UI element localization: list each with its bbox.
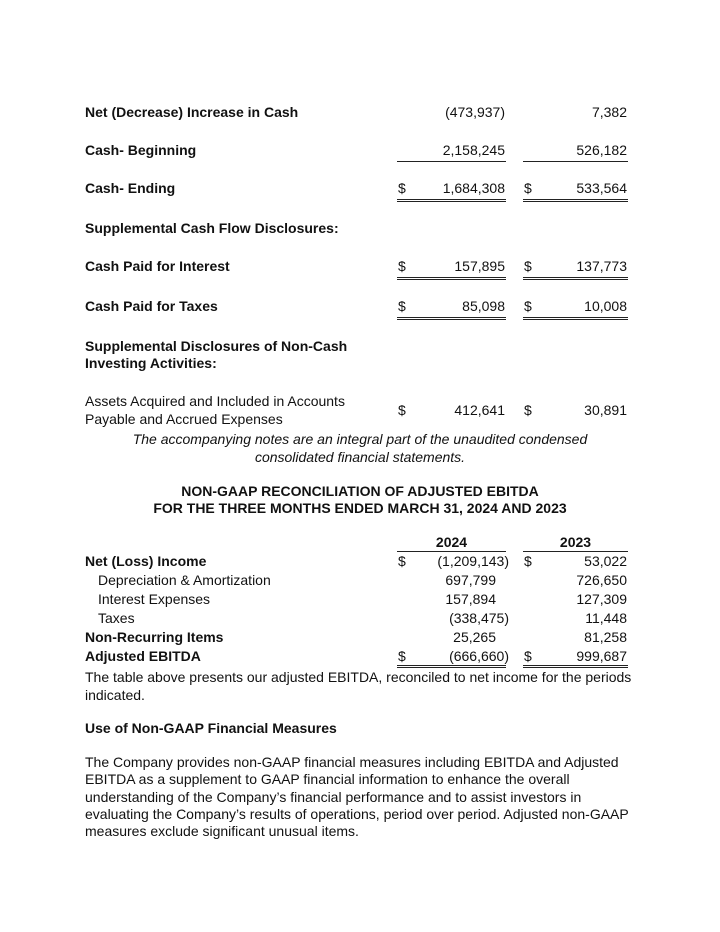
- ebitda-2023: 999,687: [576, 648, 627, 664]
- underline: [397, 161, 506, 162]
- taxes-paid-label: Cash Paid for Taxes: [85, 298, 218, 314]
- ebitda-2024: (666,660): [449, 648, 509, 664]
- assets-label: Assets Acquired and Included in Accounts: [85, 393, 345, 409]
- taxes-paid-2023: 10,008: [584, 298, 627, 314]
- ebitda-2023: 53,022: [584, 553, 627, 569]
- ebitda-title: NON-GAAP RECONCILIATION OF ADJUSTED EBITDA: [181, 483, 539, 499]
- ebitda-row-label: Interest Expenses: [98, 591, 211, 607]
- underline: [523, 551, 628, 552]
- ebitda-2023: 726,650: [576, 572, 627, 588]
- dollar-sign: $: [398, 648, 406, 664]
- ebitda-row-label: Non-Recurring Items: [85, 629, 224, 645]
- double-underline: [397, 199, 506, 202]
- supplemental-heading: Supplemental Cash Flow Disclosures:: [85, 220, 339, 236]
- dollar-sign: $: [524, 258, 532, 274]
- ebitda-row-label: Depreciation & Amortization: [98, 572, 271, 588]
- dollar-sign: $: [524, 648, 532, 664]
- underline: [397, 551, 506, 552]
- ebitda-row-label: Adjusted EBITDA: [85, 648, 201, 664]
- dollar-sign: $: [398, 180, 406, 196]
- dollar-sign: $: [524, 553, 532, 569]
- financial-statements-note: consolidated financial statements.: [254, 449, 466, 465]
- assets-label: Payable and Accrued Expenses: [85, 411, 283, 427]
- assets-2024: 412,641: [454, 402, 505, 418]
- double-underline: [397, 665, 506, 668]
- noncash-heading: Supplemental Disclosures of Non-Cash: [85, 338, 348, 354]
- ebitda-2023: 11,448: [585, 610, 627, 626]
- cash-beginning-label: Cash- Beginning: [85, 142, 197, 158]
- financial-statements-note: The accompanying notes are an integral part of the unaudited condensed: [132, 431, 588, 447]
- ebitda-2024: (1,209,143): [437, 553, 509, 569]
- cash-beginning-2023: 526,182: [576, 142, 627, 158]
- underline: [523, 161, 628, 162]
- dollar-sign: $: [524, 402, 532, 418]
- dollar-sign: $: [524, 298, 532, 314]
- ebitda-2024: 697,799: [445, 572, 496, 588]
- assets-2023: 30,891: [584, 402, 627, 418]
- double-underline: [523, 665, 628, 668]
- column-header-2023: 2023: [559, 534, 592, 550]
- dollar-sign: $: [398, 402, 406, 418]
- ebitda-2024: 25,265: [453, 629, 496, 645]
- interest-paid-label: Cash Paid for Interest: [85, 258, 230, 274]
- cash-ending-label: Cash- Ending: [85, 180, 176, 196]
- ebitda-2023: 81,258: [584, 629, 627, 645]
- dollar-sign: $: [398, 553, 406, 569]
- ebitda-2023: 127,309: [576, 591, 627, 607]
- interest-paid-2024: 157,895: [454, 258, 505, 274]
- cash-ending-2024: 1,684,308: [442, 180, 505, 196]
- taxes-paid-2024: 85,098: [462, 298, 505, 314]
- net-change-2024: (473,937): [445, 104, 505, 120]
- dollar-sign: $: [398, 298, 406, 314]
- interest-paid-2023: 137,773: [576, 258, 627, 274]
- non-gaap-heading: Use of Non-GAAP Financial Measures: [85, 720, 337, 736]
- ebitda-caption: The table above presents our adjusted EBITDA, reconciled to net income for the periods indicated.: [85, 669, 632, 703]
- double-underline: [523, 317, 628, 320]
- net-change-2023: 7,382: [591, 104, 627, 120]
- ebitda-subtitle: FOR THE THREE MONTHS ENDED MARCH 31, 2024 AND 2023: [153, 500, 567, 516]
- double-underline: [523, 199, 628, 202]
- cash-ending-2023: 533,564: [576, 180, 627, 196]
- double-underline: [397, 277, 506, 280]
- net-change-label: Net (Decrease) Increase in Cash: [85, 104, 299, 120]
- dollar-sign: $: [398, 258, 406, 274]
- column-header-2024: 2024: [435, 534, 468, 550]
- double-underline: [523, 277, 628, 280]
- ebitda-2024: (338,475): [449, 610, 509, 626]
- non-gaap-body: The Company provides non-GAAP financial measures including EBITDA and Adjusted EBITDA as a supplement to GAAP financial information to enhance the overall understanding of the Company’s financial performance and to assist investors in evaluating the Company’s results of operations, period over period. Adjusted non-GAAP measures exclude significant unusual items.: [85, 754, 629, 840]
- ebitda-row-label: Taxes: [98, 610, 135, 626]
- ebitda-row-label: Net (Loss) Income: [85, 553, 207, 569]
- dollar-sign: $: [524, 180, 532, 196]
- noncash-heading: Investing Activities:: [85, 355, 217, 371]
- ebitda-2024: 157,894: [445, 591, 496, 607]
- cash-beginning-2024: 2,158,245: [442, 142, 505, 158]
- double-underline: [397, 317, 506, 320]
